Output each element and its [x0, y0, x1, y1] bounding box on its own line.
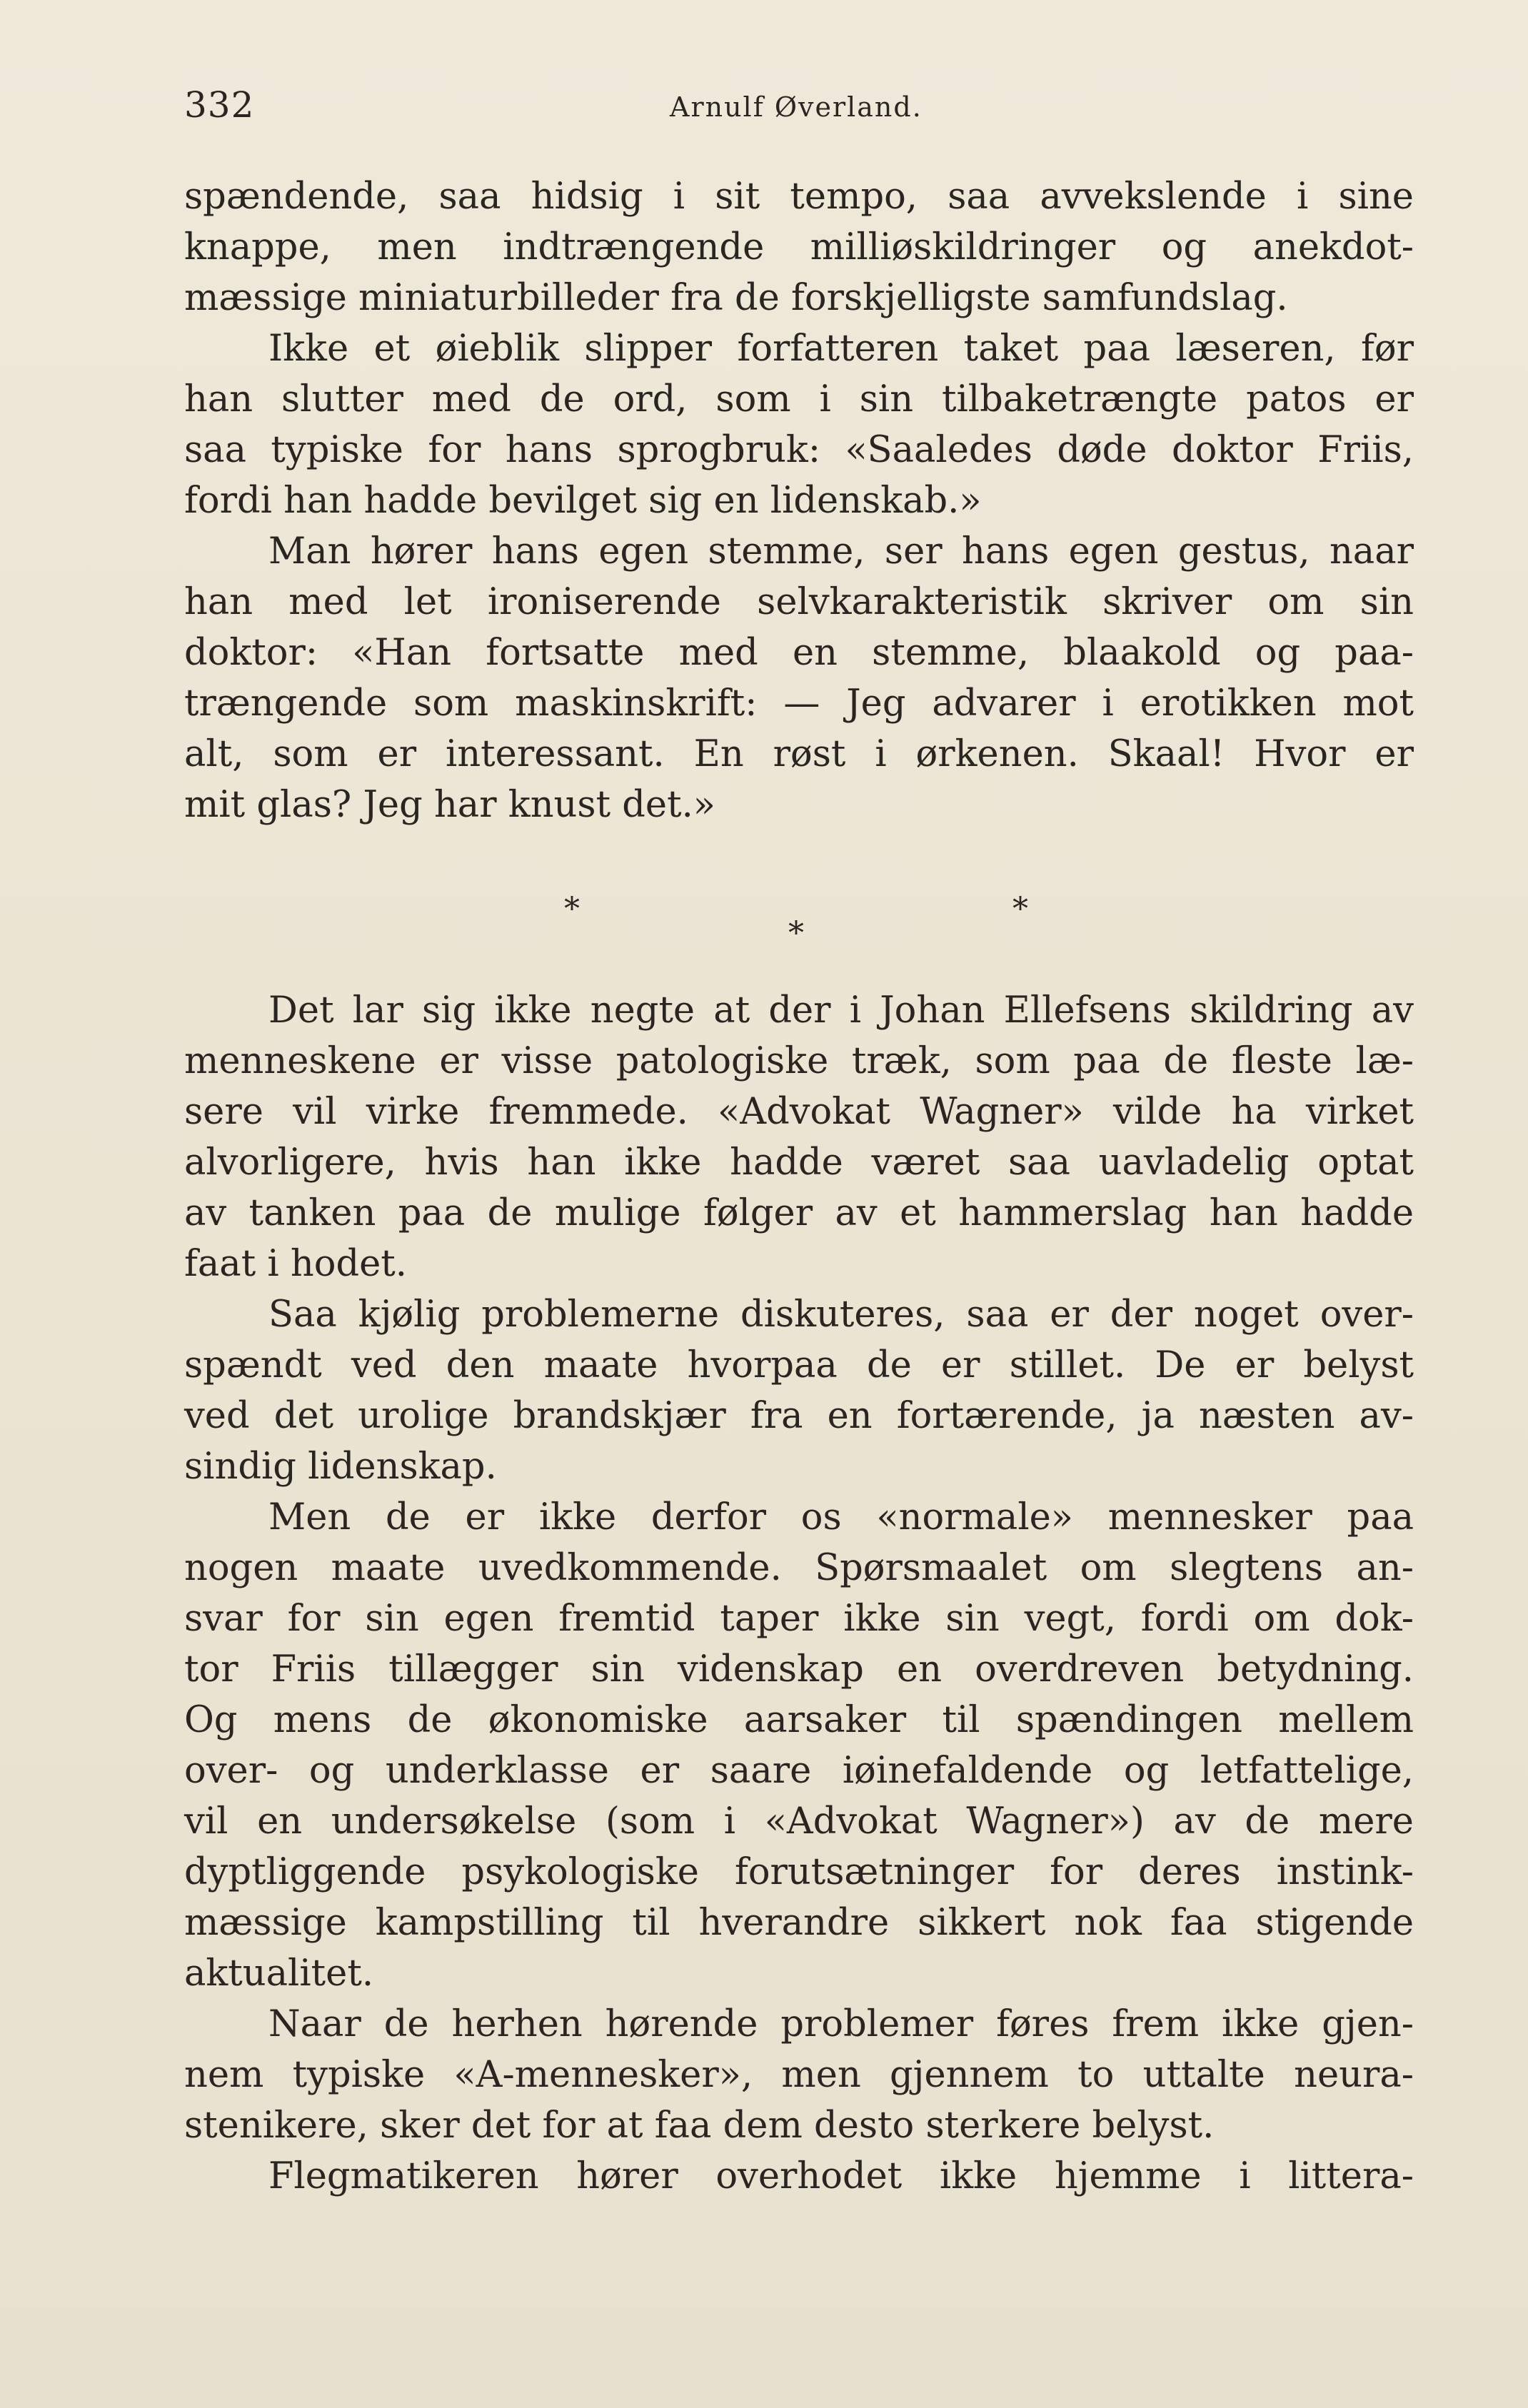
- page-header: [184, 84, 1414, 134]
- text-line: sindig lidenskap.: [184, 1446, 497, 1488]
- text-line: aktualitet.: [184, 1953, 374, 1995]
- text-line: han slutter med de ord, som i sin tilbaketrængte patos er: [184, 378, 1414, 420]
- text-line: vil en undersøkelse (som i «Advokat Wagner») av de mere: [184, 1800, 1414, 1843]
- text-line: doktor: «Han fortsatte med en stemme, blaakold og paa-: [184, 632, 1414, 674]
- page-number: 332: [184, 84, 255, 126]
- text-line: Man hører hans egen stemme, ser hans egen gestus, naar: [268, 530, 1414, 573]
- separator-asterisk-left: *: [564, 891, 580, 927]
- text-block-2: [184, 985, 1414, 2202]
- text-line: spændende, saa hidsig i sit tempo, saa avvekslende i sine: [184, 176, 1414, 218]
- text-line: spændt ved den maate hvorpaa de er stillet. De er belyst: [184, 1344, 1414, 1386]
- text-line: Saa kjølig problemerne diskuteres, saa er der noget over-: [268, 1294, 1414, 1336]
- text-line: faat i hodet.: [184, 1243, 408, 1285]
- text-line: knappe, men indtrængende milliøskildringer og anekdot-: [184, 226, 1414, 268]
- text-line: alt, som er interessant. En røst i ørkenen. Skaal! Hvor er: [184, 733, 1414, 775]
- text-line: mæssige miniaturbilleder fra de forskjelligste samfundslag.: [184, 277, 1288, 319]
- text-line: Naar de herhen hørende problemer føres frem ikke gjen-: [268, 2003, 1414, 2045]
- text-line: mæssige kampstilling til hverandre sikkert nok faa stigende: [184, 1902, 1414, 1944]
- text-line: sere vil virke fremmede. «Advokat Wagner» vilde ha virket: [184, 1091, 1414, 1133]
- separator-asterisk-right: *: [1012, 891, 1028, 927]
- text-line: Og mens de økonomiske aarsaker til spændingen mellem: [184, 1699, 1414, 1741]
- text-line: svar for sin egen fremtid taper ikke sin vegt, fordi om dok-: [184, 1598, 1414, 1640]
- text-line: menneskene er visse patologiske træk, som paa de fleste læ-: [184, 1040, 1414, 1082]
- separator-asterisk-center: *: [788, 915, 804, 952]
- text-line: over- og underklasse er saare iøinefaldende og letfattelige,: [184, 1750, 1414, 1792]
- text-line: trængende som maskinskrift: — Jeg advarer i erotikken mot: [184, 682, 1414, 725]
- text-line: nem typiske «A-mennesker», men gjennem to uttalte neura-: [184, 2054, 1414, 2096]
- text-line: mit glas? Jeg har knust det.»: [184, 784, 716, 826]
- text-line: fordi han hadde bevilget sig en lidenskab.»: [184, 480, 982, 522]
- text-line: av tanken paa de mulige følger av et hammerslag han hadde: [184, 1192, 1414, 1234]
- text-line: ved det urolige brandskjær fra en fortærende, ja næsten av-: [184, 1395, 1414, 1437]
- text-block-1: [184, 171, 1414, 830]
- text-line: han med let ironiserende selvkarakteristik skriver om sin: [184, 581, 1414, 623]
- text-line: nogen maate uvedkommende. Spørsmaalet om slegtens an-: [184, 1547, 1414, 1589]
- text-line: stenikere, sker det for at faa dem desto sterkere belyst.: [184, 2105, 1215, 2147]
- text-line: Flegmatikeren hører overhodet ikke hjemme i littera-: [268, 2155, 1414, 2197]
- text-line: Ikke et øieblik slipper forfatteren taket paa læseren, før: [268, 328, 1414, 370]
- running-head: Arnulf Øverland.: [670, 91, 923, 123]
- text-line: alvorligere, hvis han ikke hadde været saa uavladelig optat: [184, 1142, 1414, 1184]
- text-line: tor Friis tillægger sin videnskap en overdreven betydning.: [184, 1648, 1414, 1691]
- text-line: dyptliggende psykologiske forutsætninger for deres instink-: [184, 1851, 1414, 1893]
- text-line: Det lar sig ikke negte at der i Johan Ellefsens skildring av: [268, 989, 1414, 1032]
- text-line: Men de er ikke derfor os «normale» mennesker paa: [268, 1496, 1414, 1538]
- text-line: saa typiske for hans sprogbruk: «Saaledes døde doktor Friis,: [184, 429, 1414, 471]
